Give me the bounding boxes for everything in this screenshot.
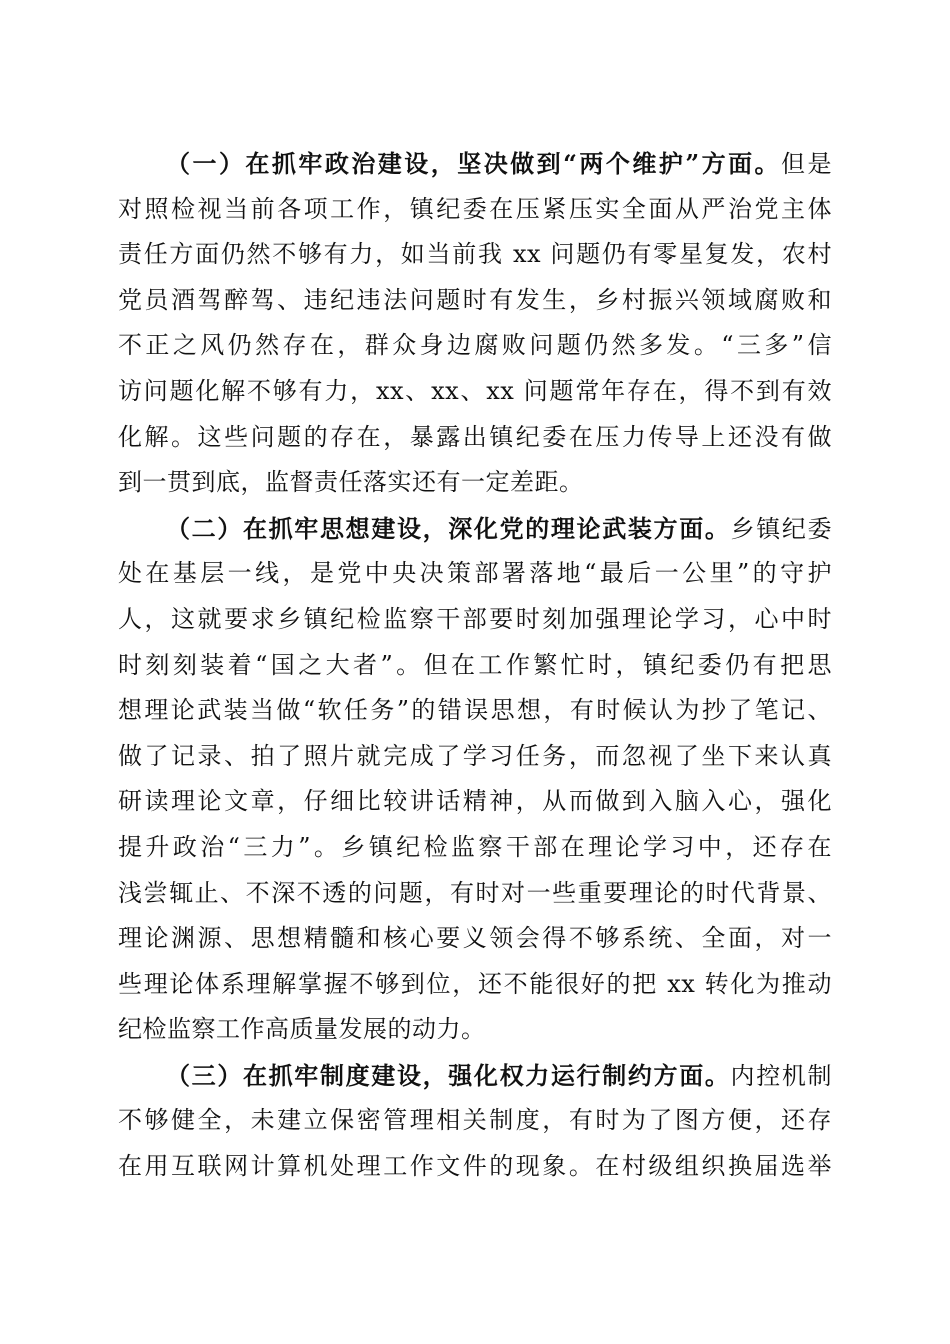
paragraph-line: 化解。这些问题的存在，暴露出镇纪委在压力传导上还没有做	[118, 422, 832, 451]
paragraph-line: 到一贯到底，监督责任落实还有一定差距。	[118, 468, 584, 497]
paragraph-first-line	[118, 141, 832, 187]
paragraph-heading: （二）在抓牢思想建设，深化党的理论武装方面。	[166, 513, 731, 543]
paragraph-political-construction	[118, 141, 832, 506]
paragraph-heading: （一）在抓牢政治建设，坚决做到“两个维护”方面。	[166, 149, 782, 178]
paragraph-line: 纪检监察工作高质量发展的动力。	[118, 1015, 486, 1044]
paragraph-text: 乡镇纪委	[730, 514, 832, 543]
paragraph-heading: （三）在抓牢制度建设，强化权力运行制约方面。	[166, 1060, 731, 1090]
paragraph-first-line	[118, 1053, 832, 1099]
paragraph-line: 研读理论文章，仔细比较讲话精神，从而做到入脑入心，强化	[118, 787, 832, 816]
paragraph-line: 理论渊源、思想精髓和核心要义领会得不够系统、全面，对一	[118, 924, 832, 953]
paragraph-line: 想理论武装当做“软任务”的错误思想，有时候认为抄了笔记、	[118, 696, 832, 725]
document-page	[118, 141, 832, 1190]
paragraph-line: 浅尝辄止、不深不透的问题，有时对一些重要理论的时代背景、	[118, 878, 832, 907]
paragraph-line: 不正之风仍然存在，群众身边腐败问题仍然多发。“三多”信	[118, 331, 832, 360]
paragraph-text: 但是	[781, 150, 832, 178]
paragraph-line: 提升政治“三力”。乡镇纪检监察干部在理论学习中，还存在	[118, 832, 832, 861]
paragraph-line: 在用互联网计算机处理工作文件的现象。在村级组织换届选举	[118, 1152, 832, 1181]
paragraph-line: 不够健全，未建立保密管理相关制度，有时为了图方便，还存	[118, 1106, 832, 1135]
paragraph-institutional-construction	[118, 1053, 832, 1190]
paragraph-line: 党员酒驾醉驾、违纪违法问题时有发生，乡村振兴领域腐败和	[118, 285, 832, 314]
paragraph-line: 处在基层一线，是党中央决策部署落地“最后一公里”的守护	[118, 559, 832, 588]
paragraph-line: 对照检视当前各项工作，镇纪委在压紧压实全面从严治党主体	[118, 194, 832, 223]
paragraph-line: 人，这就要求乡镇纪检监察干部要时刻加强理论学习，心中时	[118, 604, 832, 633]
paragraph-line: 时刻刻装着“国之大者”。但在工作繁忙时，镇纪委仍有把思	[118, 650, 832, 679]
paragraph-first-line	[118, 506, 832, 552]
paragraph-line: 做了记录、拍了照片就完成了学习任务，而忽视了坐下来认真	[118, 741, 832, 770]
paragraph-text: 内控机制	[730, 1061, 832, 1090]
paragraph-line: 访问题化解不够有力，xx、xx、xx 问题常年存在，得不到有效	[118, 376, 832, 405]
paragraph-line: 些理论体系理解掌握不够到位，还不能很好的把 xx 转化为推动	[118, 969, 832, 998]
paragraph-ideological-construction	[118, 506, 832, 1053]
paragraph-line: 责任方面仍然不够有力，如当前我 xx 问题仍有零星复发，农村	[118, 240, 832, 269]
